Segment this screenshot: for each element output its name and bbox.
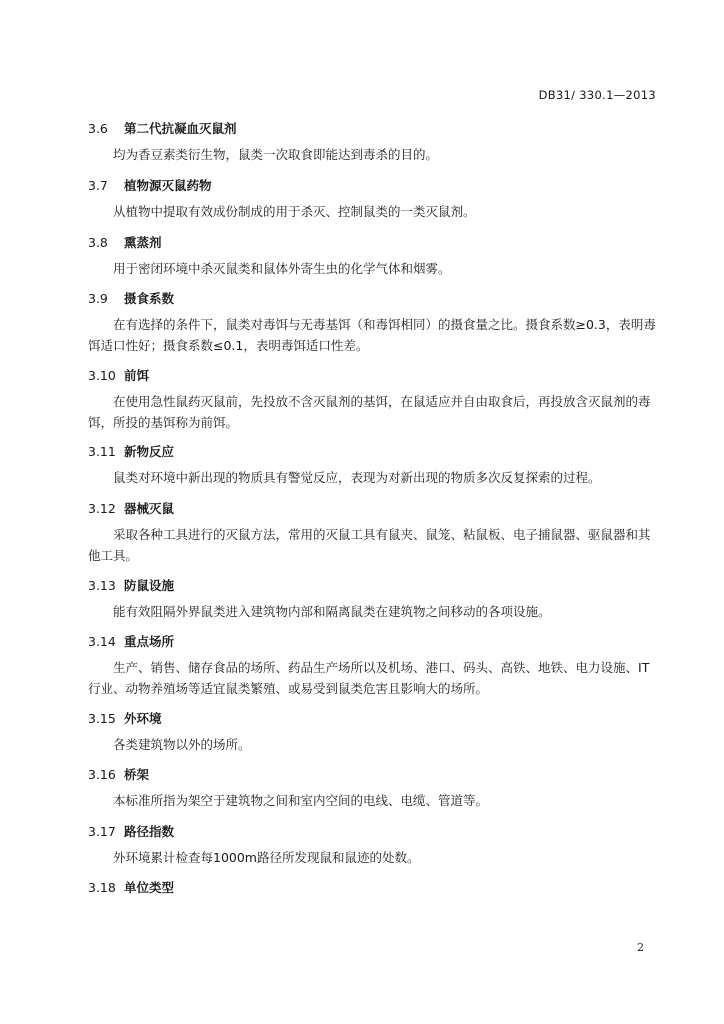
term-title: 防鼠设施 [124, 578, 175, 593]
term-heading-3-7 [88, 176, 212, 194]
term-body-3-10: 在使用急性鼠药灭鼠前，先投放不含灭鼠剂的基饵，在鼠适应并自由取食后，再投放含灭鼠剂的毒饵，所投的基饵称为前饵。 [88, 394, 651, 430]
term-heading-3-11 [88, 442, 174, 460]
term-heading-3-12 [88, 499, 174, 517]
term-title: 摄食系数 [124, 291, 175, 306]
term-number: 3.10 [88, 368, 116, 383]
term-title: 植物源灭鼠药物 [124, 178, 212, 193]
term-number: 3.9 [88, 291, 108, 306]
term-title: 单位类型 [124, 880, 175, 895]
term-number: 3.8 [88, 235, 108, 250]
term-heading-3-15 [88, 709, 162, 727]
term-title: 外环境 [124, 711, 162, 726]
term-body-3-14: 生产、销售、储存食品的场所、药品生产场所以及机场、港口、码头、高铁、地铁、电力设施、IT行业、动物养殖场等适宜鼠类繁殖、或易受到鼠类危害且影响大的场所。 [88, 660, 650, 696]
term-heading-3-10 [88, 366, 149, 384]
term-number: 3.11 [88, 444, 116, 459]
term-number: 3.18 [88, 880, 116, 895]
term-heading-3-17 [88, 822, 174, 840]
term-title: 重点场所 [124, 634, 175, 649]
term-number: 3.13 [88, 578, 116, 593]
term-body-3-6: 均为香豆素类衍生物，鼠类一次取食即能达到毒杀的目的。 [113, 147, 439, 162]
term-heading-3-8 [88, 233, 162, 251]
term-title: 前饵 [124, 368, 150, 383]
page-number: 2 [637, 941, 644, 954]
term-title: 路径指数 [124, 824, 175, 839]
term-heading-3-6 [88, 119, 237, 137]
term-body-3-8: 用于密闭环境中杀灭鼠类和鼠体外寄生虫的化学气体和烟雾。 [113, 261, 451, 276]
term-heading-3-9 [88, 289, 174, 307]
term-body-3-16: 本标准所指为架空于建筑物之间和室内空间的电线、电缆、管道等。 [113, 793, 489, 808]
term-body-3-7: 从植物中提取有效成份制成的用于杀灭、控制鼠类的一类灭鼠剂。 [113, 204, 476, 219]
term-body-3-13: 能有效阻隔外界鼠类进入建筑物内部和隔离鼠类在建筑物之间移动的各项设施。 [113, 604, 551, 619]
document-code: DB31/ 330.1—2013 [538, 88, 656, 102]
term-title: 器械灭鼠 [124, 501, 175, 516]
term-number: 3.7 [88, 178, 108, 193]
term-heading-3-14 [88, 632, 174, 650]
term-body-3-15: 各类建筑物以外的场所。 [113, 737, 251, 752]
term-number: 3.14 [88, 634, 116, 649]
term-number: 3.15 [88, 711, 116, 726]
term-heading-3-13 [88, 576, 174, 594]
term-body-3-9: 在有选择的条件下，鼠类对毒饵与无毒基饵（和毒饵相同）的摄食量之比。摄食系数≥0.3，表明毒饵适口性好；摄食系数≤0.1，表明毒饵适口性差。 [88, 317, 656, 353]
term-title: 第二代抗凝血灭鼠剂 [124, 121, 237, 136]
term-title: 新物反应 [124, 444, 175, 459]
term-body-3-11: 鼠类对环境中新出现的物质具有警觉反应，表现为对新出现的物质多次反复探索的过程。 [113, 470, 601, 485]
term-heading-3-18 [88, 878, 174, 896]
term-number: 3.12 [88, 501, 116, 516]
term-body-3-12: 采取各种工具进行的灭鼠方法，常用的灭鼠工具有鼠夹、鼠笼、粘鼠板、电子捕鼠器、驱鼠器和其他工具。 [88, 527, 651, 563]
term-body-3-17: 外环境累计检查每1000m路径所发现鼠和鼠迹的处数。 [113, 850, 420, 865]
term-number: 3.17 [88, 824, 116, 839]
term-number: 3.6 [88, 121, 108, 136]
term-title: 桥架 [124, 767, 150, 782]
term-number: 3.16 [88, 767, 116, 782]
term-heading-3-16 [88, 765, 149, 783]
term-title: 熏蒸剂 [124, 235, 162, 250]
